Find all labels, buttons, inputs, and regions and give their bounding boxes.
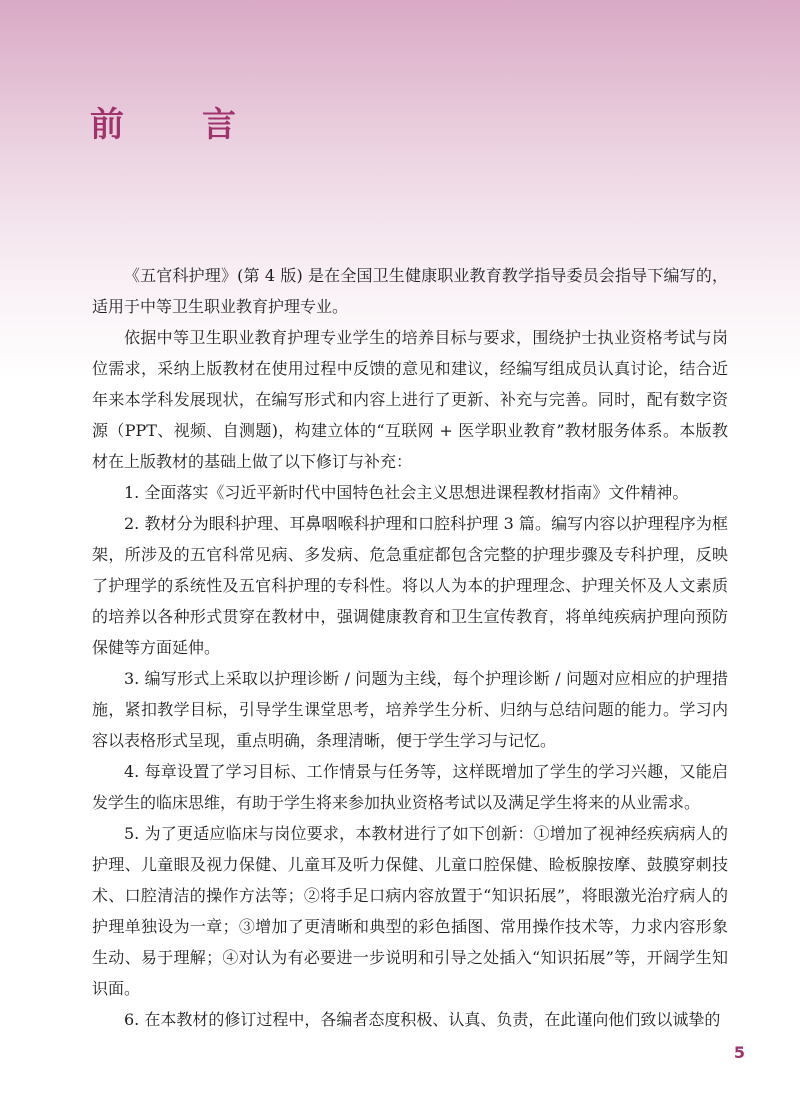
paragraph-item-2: 2. 教材分为眼科护理、耳鼻咽喉科护理和口腔科护理 3 篇。编写内容以护理程序为框架，所涉及的五官科常见病、多发病、危急重症都包含完整的护理步骤及专科护理，反映了护理学的系统性及五官科护理的专科性。将以人为本的护理理念、护理关怀及人文素质的培养以各种形式贯穿在教材中，强调健康教育和卫生宣传教育，将单纯疾病护理向预防保健等方面延伸。 xyxy=(92,514,728,657)
paragraph-item-5: 5. 为了更适应临床与岗位要求，本教材进行了如下创新：①增加了视神经疾病病人的护理、儿童眼及视力保健、儿童耳及听力保健、儿童口腔保健、睑板腺按摩、鼓膜穿刺技术、口腔清洁的操作方法等；②将手足口病内容放置于“知识拓展”，将眼激光治疗病人的护理单独设为一章；③增加了更清晰和典型的彩色插图、常用操作技术等，力求内容形象生动、易于理解；④对认为有必要进一步说明和引导之处插入“知识拓展”等，开阔学生知识面。 xyxy=(92,824,728,998)
paragraph-item-4: 4. 每章设置了学习目标、工作情景与任务等，这样既增加了学生的学习兴趣，又能启发学生的临床思维，有助于学生将来参加执业资格考试以及满足学生将来的从业需求。 xyxy=(92,762,728,812)
paragraph-intro: 《五官科护理》(第 4 版) 是在全国卫生健康职业教育教学指导委员会指导下编写的，适用于中等卫生职业教育护理专业。 xyxy=(92,266,728,316)
preface-body xyxy=(92,260,728,1035)
paragraph-item-3: 3. 编写形式上采取以护理诊断 / 问题为主线，每个护理诊断 / 问题对应相应的护理措施，紧扣教学目标，引导学生课堂思考，培养学生分析、归纳与总结问题的能力。学习内容以表格形式呈现，重点明确，条理清晰，便于学生学习与记忆。 xyxy=(92,669,728,750)
paragraph-item-1: 1. 全面落实《习近平新时代中国特色社会主义思想进课程教材指南》文件精神。 xyxy=(124,483,689,502)
paragraph-item-6: 6. 在本教材的修订过程中，各编者态度积极、认真、负责，在此谨向他们致以诚挚的 xyxy=(124,1010,721,1029)
page-number: 5 xyxy=(733,1043,745,1062)
paragraph-basis: 依据中等卫生职业教育护理专业学生的培养目标与要求，围绕护士执业资格考试与岗位需求，采纳上版教材在使用过程中反馈的意见和建议，经编写组成员认真讨论，结合近年来本学科发展现状，在编写形式和内容上进行了更新、补充与完善。同时，配有数字资源（PPT、视频、自测题)，构建立体的“互联网 + 医学职业教育”教材服务体系。本版教材在上版教材的基础上做了以下修订与补充： xyxy=(92,328,728,471)
page-title: 前 言 xyxy=(90,105,258,145)
